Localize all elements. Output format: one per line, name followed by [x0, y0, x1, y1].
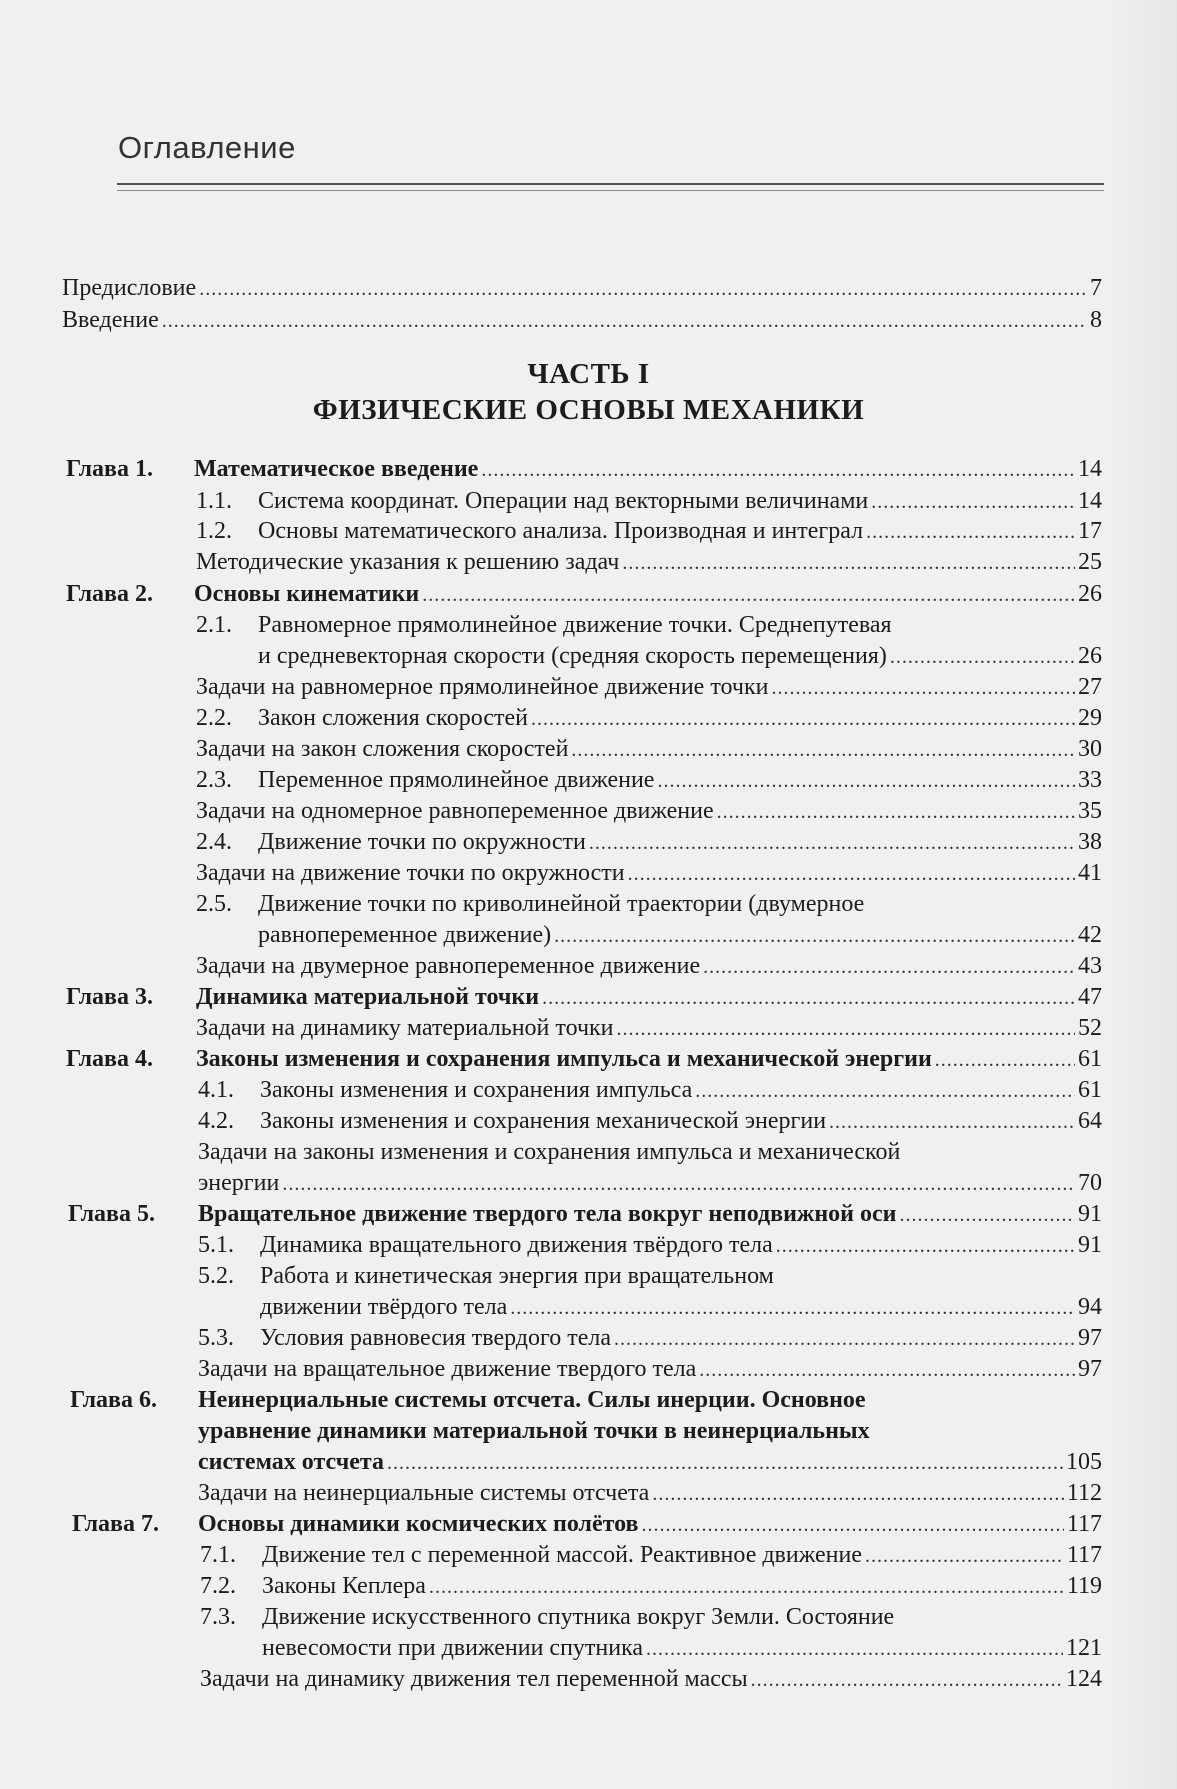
toc-page-number: 42: [1078, 922, 1102, 948]
chapter-label: Глава 6.: [70, 1387, 157, 1413]
chapter-label: Глава 5.: [68, 1201, 155, 1227]
leader-dots: [829, 1106, 1075, 1138]
toc-page-number: 97: [1078, 1356, 1102, 1382]
toc-page-number: 124: [1066, 1666, 1102, 1692]
section-number: 5.2.: [198, 1263, 234, 1289]
leader-dots: [890, 641, 1075, 673]
leader-dots: [429, 1571, 1064, 1603]
chapter-title-line: системах отсчета: [198, 1449, 384, 1475]
part-title: ФИЗИЧЕСКИЕ ОСНОВЫ МЕХАНИКИ: [312, 394, 865, 426]
section-title: Законы изменения и сохранения механической энергии: [260, 1108, 827, 1134]
leader-dots: [935, 1044, 1075, 1076]
section-entry: [258, 515, 1102, 547]
problems-entry: [200, 1663, 1102, 1695]
toc-entry-introduction: [62, 304, 1102, 336]
section-entry: [262, 1632, 1102, 1664]
entry-title: Задачи на динамику материальной точки: [196, 1015, 614, 1041]
toc-page-number: 64: [1078, 1108, 1102, 1134]
toc-page-number: 94: [1078, 1294, 1102, 1320]
chapter-title: Основы динамики космических полётов: [198, 1511, 639, 1537]
toc-page-number: 91: [1078, 1201, 1102, 1227]
section-title-line: Движение точки по криволинейной траектории (двумерное: [258, 891, 865, 917]
chapter-label: Глава 4.: [66, 1046, 153, 1072]
section-title-line: невесомости при движении спутника: [262, 1635, 644, 1661]
toc-page-number: 41: [1078, 860, 1102, 886]
leader-dots: [510, 1292, 1075, 1324]
section-number: 4.2.: [198, 1108, 234, 1134]
toc-entry-text: Введение: [62, 307, 159, 333]
toc-page-number: 43: [1078, 953, 1102, 979]
toc-page-number: 35: [1078, 798, 1102, 824]
toc-page-number: 7: [1090, 275, 1102, 301]
leader-dots: [641, 1509, 1063, 1541]
section-number: 7.3.: [200, 1604, 236, 1630]
section-entry: [262, 1539, 1102, 1571]
section-entry: [258, 919, 1102, 951]
chapter-label: Глава 3.: [66, 984, 153, 1010]
section-title: Движение точки по окружности: [258, 829, 586, 855]
section-entry: [258, 764, 1102, 796]
section-title: Система координат. Операции над векторными величинами: [258, 488, 869, 514]
section-title-line: Работа и кинетическая энергия при вращательном: [260, 1263, 774, 1289]
entry-title: Задачи на закон сложения скоростей: [196, 736, 569, 762]
entry-title-line: энергии: [198, 1170, 280, 1196]
problems-entry: [198, 1477, 1102, 1509]
section-title: Условия равновесия твердого тела: [260, 1325, 611, 1351]
toc-page-number: 91: [1078, 1232, 1102, 1258]
leader-dots: [162, 305, 1087, 337]
section-title: Законы Кеплера: [262, 1573, 426, 1599]
entry-title: Задачи на движение точки по окружности: [196, 860, 625, 886]
chapter-label: Глава 7.: [72, 1511, 159, 1537]
entry-title: Задачи на равномерное прямолинейное движение точки: [196, 674, 769, 700]
section-number: 2.5.: [196, 891, 232, 917]
section-number: 5.1.: [198, 1232, 234, 1258]
toc-page-number: 61: [1078, 1077, 1102, 1103]
toc-page-number: 112: [1066, 1480, 1102, 1506]
problems-entry: [198, 1353, 1102, 1385]
section-title: Закон сложения скоростей: [258, 705, 528, 731]
section-number: 2.4.: [196, 829, 232, 855]
chapter-entry: [196, 981, 1102, 1013]
toc-page-number: 25: [1078, 549, 1102, 575]
toc-page-number: 52: [1078, 1015, 1102, 1041]
toc-page-number: 117: [1066, 1511, 1102, 1537]
section-number: 4.1.: [198, 1077, 234, 1103]
section-number: 7.2.: [200, 1573, 236, 1599]
chapter-title-line: Неинерциальные системы отсчета. Силы инерции. Основное: [198, 1387, 866, 1413]
leader-dots: [542, 982, 1075, 1014]
section-number: 2.2.: [196, 705, 232, 731]
chapter-label: Глава 2.: [66, 581, 153, 607]
toc-page-number: 30: [1078, 736, 1102, 762]
toc-page-number: 38: [1078, 829, 1102, 855]
leader-dots: [387, 1447, 1063, 1479]
toc-page-number: 105: [1066, 1449, 1102, 1475]
chapter-entry: [196, 1043, 1102, 1075]
leader-dots: [871, 486, 1075, 518]
leader-dots: [657, 765, 1075, 797]
page-title: Оглавление: [118, 130, 296, 165]
chapter-entry: [198, 1198, 1102, 1230]
toc-page-number: 14: [1078, 456, 1102, 482]
problems-entry: [196, 671, 1102, 703]
entry-title: Задачи на одномерное равнопеременное движение: [196, 798, 714, 824]
chapter-title: Вращательное движение твердого тела вокруг неподвижной оси: [198, 1201, 897, 1227]
chapter-entry: [194, 453, 1102, 485]
problems-entry: [196, 1012, 1102, 1044]
problems-entry: [196, 857, 1102, 889]
section-number: 5.3.: [198, 1325, 234, 1351]
leader-dots: [771, 672, 1075, 704]
chapter-entry: [194, 578, 1102, 610]
problems-title-line: Задачи на законы изменения и сохранения импульса и механической: [198, 1139, 901, 1165]
toc-page-number: 8: [1090, 307, 1102, 333]
leader-dots: [531, 703, 1075, 735]
toc-page-number: 29: [1078, 705, 1102, 731]
leader-dots: [622, 547, 1075, 579]
toc-page-number: 33: [1078, 767, 1102, 793]
section-number: 7.1.: [200, 1542, 236, 1568]
leader-dots: [699, 1354, 1075, 1386]
section-title: Динамика вращательного движения твёрдого тела: [260, 1232, 773, 1258]
leader-dots: [614, 1323, 1075, 1355]
toc-page-number: 117: [1066, 1542, 1102, 1568]
leader-dots: [866, 516, 1075, 548]
section-entry: [258, 702, 1102, 734]
section-title-line: Движение искусственного спутника вокруг Земли. Состояние: [262, 1604, 895, 1630]
chapter-title: Динамика материальной точки: [196, 984, 540, 1010]
chapter-title-line: уравнение динамики материальной точки в неинерциальных: [198, 1418, 870, 1444]
toc-entry-text: Предисловие: [62, 275, 197, 301]
section-entry: [262, 1570, 1102, 1602]
toc-page-number: 14: [1078, 488, 1102, 514]
chapter-label: Глава 1.: [66, 456, 153, 482]
toc-page-number: 26: [1078, 643, 1102, 669]
section-title-line: движении твёрдого тела: [260, 1294, 508, 1320]
toc-page-number: 26: [1078, 581, 1102, 607]
section-entry: [258, 826, 1102, 858]
toc-page-number: 97: [1078, 1325, 1102, 1351]
toc-page-number: 119: [1066, 1573, 1102, 1599]
problems-entry: [198, 1167, 1102, 1199]
section-entry: [258, 485, 1102, 517]
problems-entry: [196, 950, 1102, 982]
toc-entry-preface: [62, 272, 1102, 304]
section-entry: [260, 1074, 1102, 1106]
section-title: Переменное прямолинейное движение: [258, 767, 655, 793]
section-entry: [258, 640, 1102, 672]
toc-page-number: 17: [1078, 518, 1102, 544]
leader-dots: [422, 579, 1075, 611]
leader-dots: [617, 1013, 1075, 1045]
chapter-title: Основы кинематики: [194, 581, 420, 607]
leader-dots: [554, 920, 1075, 952]
leader-dots: [199, 273, 1087, 305]
toc-page-number: 27: [1078, 674, 1102, 700]
problems-entry: [196, 795, 1102, 827]
section-number: 2.1.: [196, 612, 232, 638]
section-number: 2.3.: [196, 767, 232, 793]
entry-title: Задачи на неинерциальные системы отсчета: [198, 1480, 650, 1506]
leader-dots: [481, 454, 1075, 486]
leader-dots: [652, 1478, 1064, 1510]
section-entry: [260, 1291, 1102, 1323]
section-number: 1.1.: [196, 488, 232, 514]
leader-dots: [695, 1075, 1075, 1107]
chapter-entry: [198, 1508, 1102, 1540]
entry-title: Задачи на двумерное равнопеременное движение: [196, 953, 701, 979]
leader-dots: [865, 1540, 1064, 1572]
section-title-line: и средневекторная скорости (средняя скорость перемещения): [258, 643, 887, 669]
leader-dots: [646, 1633, 1063, 1665]
section-number: 1.2.: [196, 518, 232, 544]
leader-dots: [703, 951, 1075, 983]
leader-dots: [751, 1664, 1063, 1696]
toc-page-number: 61: [1078, 1046, 1102, 1072]
entry-title: Методические указания к решению задач: [196, 549, 620, 575]
methodical-entry: [196, 546, 1102, 578]
toc-page-number: 70: [1078, 1170, 1102, 1196]
entry-title: Задачи на вращательное движение твердого тела: [198, 1356, 697, 1382]
section-entry: [260, 1105, 1102, 1137]
leader-dots: [717, 796, 1075, 828]
toc-page-number: 121: [1066, 1635, 1102, 1661]
leader-dots: [282, 1168, 1075, 1200]
section-title: Основы математического анализа. Производная и интеграл: [258, 518, 864, 544]
section-entry: [260, 1322, 1102, 1354]
leader-dots: [899, 1199, 1075, 1231]
chapter-entry: [198, 1446, 1102, 1478]
leader-dots: [589, 827, 1075, 859]
section-title-line: равнопеременное движение): [258, 922, 552, 948]
problems-entry: [196, 733, 1102, 765]
leader-dots: [776, 1230, 1075, 1262]
section-title: Законы изменения и сохранения импульса: [260, 1077, 693, 1103]
part-number: ЧАСТЬ I: [527, 358, 650, 390]
section-title: Движение тел с переменной массой. Реактивное движение: [262, 1542, 862, 1568]
section-entry: [260, 1229, 1102, 1261]
chapter-title: Законы изменения и сохранения импульса и механической энергии: [196, 1046, 932, 1072]
leader-dots: [571, 734, 1075, 766]
section-title-line: Равномерное прямолинейное движение точки. Среднепутевая: [258, 612, 892, 638]
chapter-title: Математическое введение: [194, 456, 479, 482]
toc-page-number: 47: [1078, 984, 1102, 1010]
entry-title: Задачи на динамику движения тел переменной массы: [200, 1666, 748, 1692]
leader-dots: [628, 858, 1075, 890]
